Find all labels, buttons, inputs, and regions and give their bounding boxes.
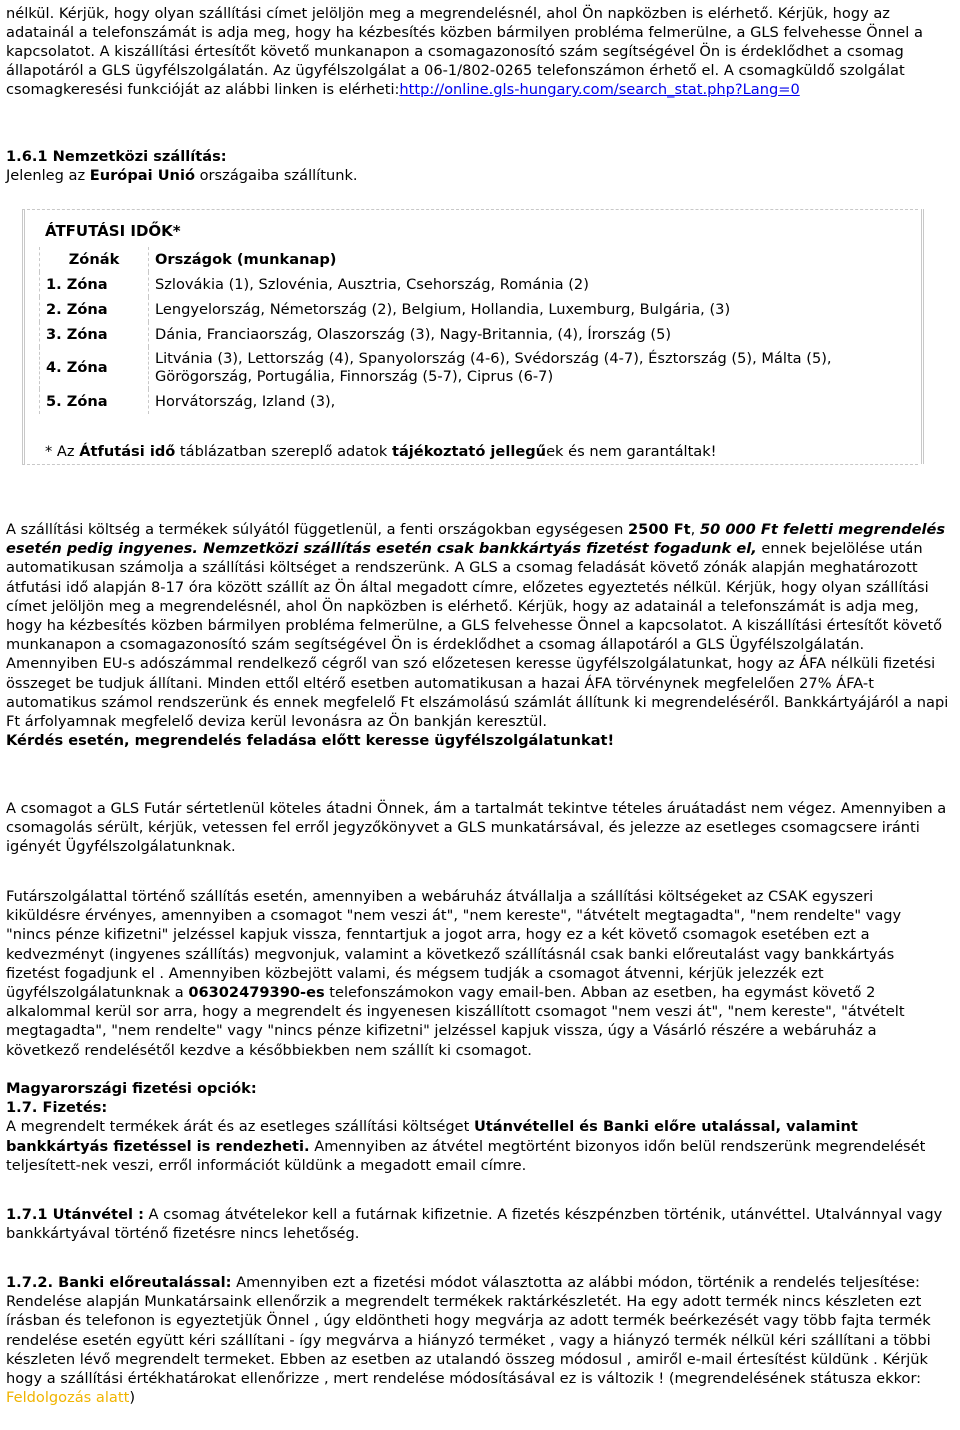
column-header-zones: Zónák (39, 247, 148, 272)
text-span: A megrendelt termékek árát és az esetleges szállítási költséget (6, 1118, 474, 1136)
payment-text (6, 1117, 950, 1175)
intro-text: nélkül. Kérjük, hogy olyan szállítási címet jelöljön meg a megrendelésnél, ahol Ön napközben is elérhető. Kérjük, hogy az adatainál a telefonszámát is adja meg, hogy ha kézbesítés közben bármilyen probléma felmerülne, a GLS felvehesse Önnel a kapcsolatot. A kiszállítási értesítőt követő munkanapon a csomagazonosító szám segítségével Ön is érdeklődhet a csomag állapotáról a GLS ügyfélszolgálatán. Az ügyfélszolgálat a 06-1/802-0265 telefonszámon érhető el. A csomagküldő szolgálat csomagkeresési funkcióját az alábbi linken is elérheti: (6, 5, 923, 98)
eu-line-suffix: országaiba szállítunk. (194, 167, 358, 184)
bold-span: Kérdés esetén, megrendelés feladása előtt keresse ügyfélszolgálatunkat! (6, 732, 615, 750)
status-label: Feldolgozás alatt (6, 1389, 130, 1407)
gls-tracking-link[interactable]: http://online.gls-hungary.com/search_stat.php?Lang=0 (399, 81, 800, 98)
transit-times-table (39, 247, 901, 414)
phone-number: 06302479390-es (188, 984, 325, 1002)
payment-subheading: 1.7. Fizetés: (6, 1099, 108, 1117)
text-span: A csomag átvételekor kell a futárnak kifizetnie. A fizetés készpénzben történik, utánvéttel. Utalvánnyal vagy bankkártyával történő fizetésre nincs lehetőség. (6, 1206, 943, 1243)
payment-heading: Magyarországi fizetési opciók: (6, 1080, 257, 1097)
cod-heading: 1.7.1 Utánvétel : (6, 1206, 144, 1223)
countries-cell: Szlovákia (1), Szlovénia, Ausztria, Csehország, Románia (2) (148, 272, 901, 297)
text-span: telefonszámokon vagy email-ben. Abban az esetben, ha egymást követő 2 alkalommal kerül sor arra, hogy a megrendelt és ingyenesen kiszállított csomagot "nem veszi át", "nem kereste", "átvételt megtagadta", "nem rendelte" vagy "nincs pénze kifizetni" jelzéssel kapjuk vissza, úgy a Vásárló részére a webáruház a következő rendelésétől kezdve a későbbiekben nem szállít ki csomagot. (6, 984, 905, 1059)
zone-cell: 1. Zóna (39, 272, 148, 297)
zone-cell: 3. Zóna (39, 322, 148, 347)
international-shipping-line (6, 166, 946, 185)
text-span: ennek bejelölése után automatikusan számolja a szállítási költséget a rendszerünk. A GLS a csomag feladását követő zónák alapján meghatározott átfutási idő alapján 8-17 óra között szállít az Ön által megadott címre, előzetes egyeztetés nélkül. Kérjük, hogy olyan szállítási címet jelöljön meg a megrendelésnél, ahol Ön napközben is elérhető. Kérjük, hogy az adatainál a telefonszámát is adja meg, hogy ha kézbesítés közben bármilyen probléma felmerülne, a GLS felvehesse Önnel a kapcsolatot. A kiszállítási értesítőt követő munkanapon a csomagazonosító szám segítségével Ön is érdeklődhet a csomag állapotáról a GLS Ügyfélszolgálatán. (6, 540, 943, 654)
international-shipping-section (6, 147, 946, 185)
footnote-part: ek és nem garantáltak! (546, 443, 717, 460)
intro-paragraph (6, 4, 956, 99)
footnote-part: * Az (45, 443, 80, 460)
cod-paragraph (6, 1205, 950, 1243)
table-row (39, 347, 901, 389)
text-span: Amennyiben ezt a fizetési módot választotta az alábbi módon, történik a rendelés teljesítése: Rendelése alapján Munkatársaink ellenőrzik a megrendelt termékek raktárkészletét. Ha egy adott termék nincs készleten ezt írásban és telefonon is egyeztetjük Önnel , úgy eldöntheti hogy megvárja az adott termék beérkezését vagy több fajta termék rendelése esetén együtt kéri szállítani - így megvárva a hiányzó terméket , vagy a hiányzó termék nélkül kéri szállítani a többi készleten lévő megrendelt termeket. Ebben az esetben az utalandó összeg módosul , amiről e-mail értesítést küldünk . Kérjük hogy a szállítási értékhatárokat ellenőrizze , mert rendelése módosításával ez is változik ! (megrendelésének státusza ekkor: (6, 1274, 931, 1388)
text-span: ) (129, 1389, 136, 1407)
text-span: , (690, 521, 700, 538)
shipping-cost-paragraph (6, 520, 950, 750)
column-header-countries: Országok (munkanap) (148, 247, 901, 272)
eu-bold: Európai Unió (89, 167, 195, 184)
bold-italic-span: 50 000 Ft feletti megrendelés esetén pedig ingyenes. Nemzetközi szállítás esetén csak bankkártyás fizetést fogadunk el, (6, 521, 946, 558)
zone-cell: 4. Zóna (39, 347, 148, 389)
courier-paragraph: A csomagot a GLS Futár sértetlenül köteles átadni Önnek, ám a tartalmát tekintve tételes áruátadást nem végez. Amennyiben a csomagolás sérült, kérjük, vetessen fel erről jegyzőkönyvet a GLS munkatársával, és jelezze az esetleges csomagcsere iránti igényét Ügyfélszolgálatunknak. (6, 800, 947, 856)
text-span: Amennyiben az átvétel megtörtént bizonyos időn belül rendszerünk megrendelését teljesített-nek veszi, erről információt küldünk a megadott email címre. (6, 1137, 926, 1174)
text-span: A szállítási költség a termékek súlyától függetlenül, a fenti országokban egységesen (6, 521, 629, 538)
text-span: Amennyiben EU-s adószámmal rendelkező cégről van szó előzetesen keresse ügyfélszolgálatunkat, hogy az ÁFA nélküli fizetési összeget be tudjuk állítani. Minden ettől eltérő esetben automatikusan a hazai ÁFA törvénynek megfelelően 27% ÁFA-t automatikus számol rendszerünk és ennek megfelelő Ft elszámolású számlát állítunk ki megrendeléséről. Bankkártyájáról a napi Ft árfolyamnak megfelelő deviza kerül levonásra az Ön bankján keresztül. (6, 655, 949, 731)
transit-times-title: ÁTFUTÁSI IDŐK* (45, 222, 181, 240)
transit-times-box (22, 209, 924, 464)
footnote-part: táblázatban szereplő adatok (175, 443, 392, 460)
countries-cell: Litvánia (3), Lettország (4), Spanyolország (4-6), Svédország (4-7), Észtország (5), Málta (5), Görögország, Portugália, Finnország (5-7), Ciprus (6-7) (148, 347, 901, 389)
table-row (39, 297, 901, 322)
bold-span: 2500 Ft (628, 521, 691, 538)
footnote-bold: Átfutási idő (79, 443, 176, 460)
payment-section (6, 1079, 950, 1175)
countries-cell: Lengyelország, Németország (2), Belgium, Hollandia, Luxemburg, Bulgária, (3) (148, 297, 901, 322)
zone-cell: 2. Zóna (39, 297, 148, 322)
transit-footnote (45, 443, 717, 460)
table-row (39, 272, 901, 297)
countries-cell: Horvátország, Izland (3), (148, 389, 901, 414)
table-row (39, 322, 901, 347)
countries-cell: Dánia, Franciaország, Olaszország (3), Nagy-Britannia, (4), Írország (5) (148, 322, 901, 347)
return-policy-paragraph (6, 887, 950, 1060)
table-header-row (39, 247, 901, 272)
footnote-bold: tájékoztató jellegű (391, 443, 547, 460)
text-span: Futárszolgálattal történő szállítás esetén, amennyiben a webáruház átvállalja a szállítási költségeket az CSAK egyszeri kiküldésre érvényes, amennyiben a csomagot "nem veszi át", "nem kereste", "átvételt megtagadta", "nem rendelte" vagy "nincs pénze kifizetni" jelzéssel kapjuk vissza, fenntartjuk a jogot arra, hogy ez a két követő csomagok esetében ezt a kedvezményt (ingyenes szállítás) megvonjuk, valamint a következő szállításnál csak banki előreutalást vagy bankkártyás fizetést fogadjunk el . Amennyiben közbejött valami, és mégsem tudják a csomagot átvenni, kérjük jelezzék ezt ügyfélszolgálatunknak a (6, 888, 902, 1002)
zone-cell: 5. Zóna (39, 389, 148, 414)
prepay-paragraph (6, 1273, 950, 1407)
box-bottom-rule (22, 464, 918, 465)
international-shipping-heading: 1.6.1 Nemzetközi szállítás: (6, 148, 227, 165)
bold-span: Utánvétellel és Banki előre utalással, valamint bankkártyás fizetéssel is rendezheti. (6, 1118, 858, 1155)
prepay-heading: 1.7.2. Banki előreutalással: (6, 1274, 232, 1291)
eu-line-prefix: Jelenleg az (6, 167, 90, 184)
table-row (39, 389, 901, 414)
